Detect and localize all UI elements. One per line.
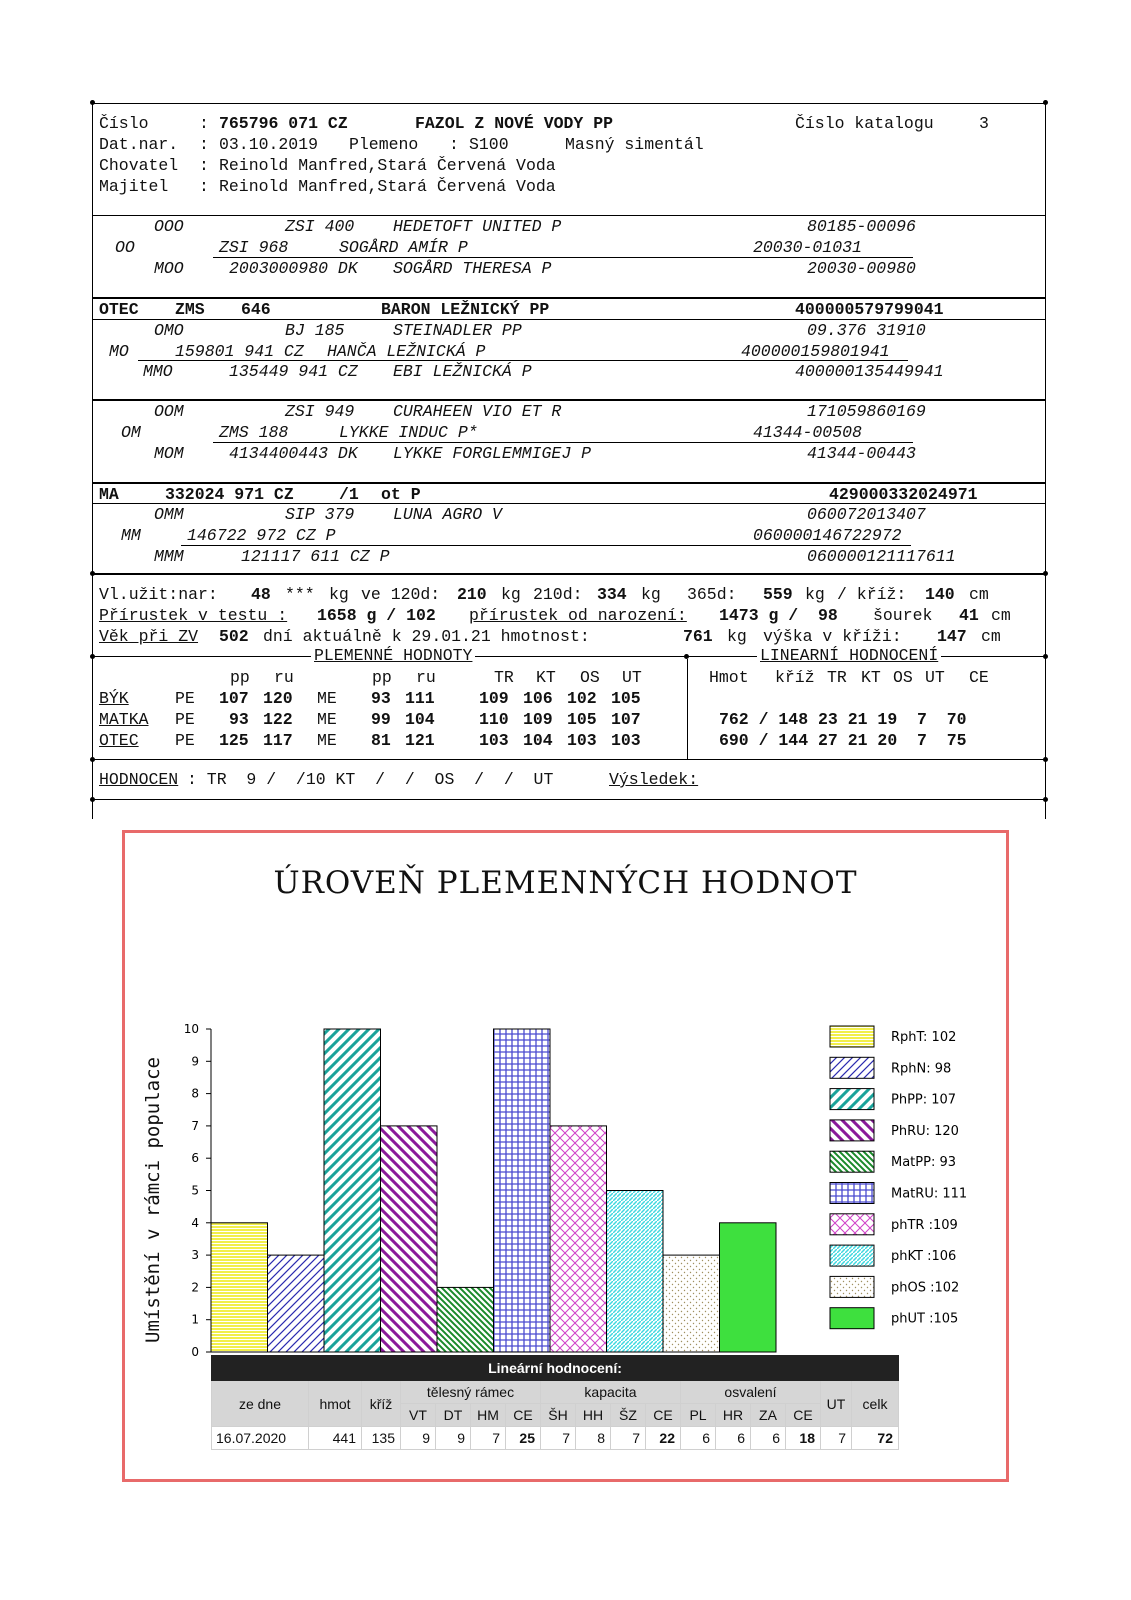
bar-phut [720,1223,777,1352]
chovatel-value: Reinold Manfred,Stará Červená Voda [219,156,556,175]
corner-dot [1043,797,1048,802]
lin-subcol: VT [401,1404,436,1427]
legend-swatch [830,1057,874,1078]
pedigree-om: OM ZMS 188 LYKKE INDUC P* 41344-00508 [121,423,862,442]
pedigree-omo: OMO BJ 185 STEINADLER PP 09.376 31910 [154,321,926,340]
lin-value: 9 [436,1427,471,1450]
lin-value: 22 [646,1427,681,1450]
col-kriz: kříž [362,1381,401,1427]
lin-subcol: HM [471,1404,506,1427]
lin-value: 7 [821,1427,852,1450]
pedigree-oom: OOM ZSI 949 CURAHEEN VIO ET R 171059860169 [154,402,926,421]
lin-subcol: HH [576,1404,611,1427]
animal-name: FAZOL Z NOVÉ VODY PP [415,114,614,133]
legend-swatch [830,1151,874,1172]
corner-dot [1043,571,1048,576]
header-line-2: Dat.nar. : 03.10.2019 Plemeno : S100 Masný simentál [99,135,704,154]
legend-swatch [830,1214,874,1235]
pedigree-otec: OTEC ZMS 646 BARON LEŽNICKÝ PP 400000579799041 [99,300,944,319]
animal-card [92,103,1046,819]
header-line-3: Chovatel : Reinold Manfred,Stará Červená Voda [99,156,556,175]
corner-dot [1043,100,1048,105]
legend-swatch [830,1120,874,1141]
pedigree-mm: MM 146722 972 CZ P 060000146722972 [121,526,902,545]
legend-label: MatRU: 111 [891,1186,968,1202]
corner-dot [90,797,95,802]
corner-dot [1043,654,1048,659]
y-tick-label: 8 [191,1086,199,1101]
lin-value: 72 [852,1427,899,1450]
legend-label: RphT: 102 [891,1030,957,1045]
breeding-value-chart-panel [122,830,1009,1482]
datnar-label: Dat.nar. [99,135,179,154]
y-tick-label: 5 [191,1183,199,1198]
col-ze-dne: ze dne [212,1381,309,1427]
lin-subcol: CE [506,1404,541,1427]
lin-subcol: ŠZ [611,1404,646,1427]
corner-dot [1043,757,1048,762]
legend-label: phOS :102 [891,1280,960,1296]
corner-dot [90,757,95,762]
divider [93,759,1045,760]
performance-line-3: Věk při ZV 502 dní aktuálně k 29.01.21 hmotnost: 761 kg výška v kříži: 147 cm [99,627,1001,646]
linear-title: LINEARNÍ HODNOCENÍ [757,647,941,665]
legend-label: phKT :106 [891,1249,957,1265]
pedigree-mom: MOM 4134400443 DK LYKKE FORGLEMMIGEJ P 41344-00443 [154,444,916,463]
lin-value: 7 [611,1427,646,1450]
hodnoceni-line: HODNOCEN : TR 9 / /10 KT / / OS / / UT Výsledek: [99,770,699,789]
bv-header: pp ru pp ru TR KT OS UT Hmot kříž TR KT OS UT CE [230,668,989,687]
divider [93,573,1045,575]
bar-phkt [607,1191,664,1353]
bv-row-matka: MATKA PE 93 122 ME 99 104 110 109 105 107 762 / 148 23 21 19 7 70 [99,710,967,729]
linear-table-title: Lineární hodnocení: [212,1356,899,1381]
y-tick-label: 10 [183,1022,199,1036]
chart-title: ÚROVEŇ PLEMENNÝCH HODNOT [273,865,858,901]
lin-value: 441 [309,1427,362,1450]
bar-rphn [268,1255,325,1352]
bar-phpp [324,1029,381,1352]
col-hmot: hmot [309,1381,362,1427]
legend-swatch [830,1245,874,1266]
lin-subcol: ŠH [541,1404,576,1427]
pedigree-oo: OO ZSI 968 SOGÅRD AMÍR P 20030-01031 [115,238,862,257]
datnar-value: 03.10.2019 [219,135,319,154]
katalog-value: 3 [979,114,989,133]
bv-row-otec: OTEC PE 125 117 ME 81 121 103 104 103 103 690 / 144 27 21 20 7 75 [99,731,967,750]
lin-subcol: ZA [751,1404,786,1427]
header-line-4: Majitel : Reinold Manfred,Stará Červená Voda [99,177,556,196]
majitel-value: Reinold Manfred,Stará Červená Voda [219,177,556,196]
bar-rpht [211,1223,268,1352]
pedigree-ma: MA 332024 971 CZ /1 ot P 429000332024971 [99,485,978,504]
pedigree-mmo: MMO 135449 941 CZ EBI LEŽNICKÁ P 400000135449941 [143,362,944,381]
lin-value: 8 [576,1427,611,1450]
lin-value: 18 [786,1427,821,1450]
lin-value: 135 [362,1427,401,1450]
y-tick-label: 3 [191,1248,199,1263]
bar-phtr [550,1126,607,1352]
performance-line-1: Vl.užit:nar: 48 *** kg ve 120d: 210 kg 210d: 334 kg 365d: 559 kg / kříž: 140 cm [99,585,989,604]
chart-ylabel: Umístění v rámci populace [142,1057,164,1343]
pedigree-mmm: MMM 121117 611 CZ P 060000121117611 [154,547,956,566]
lin-subcol: PL [681,1404,716,1427]
lin-value: 6 [751,1427,786,1450]
legend-label: phUT :105 [891,1311,959,1327]
lin-value: 16.07.2020 [212,1427,309,1450]
performance-line-2: Přírustek v testu : 1658 g / 102 přírustek od narození: 1473 g / 98 šourek 41 cm [99,606,1011,625]
col-ut: UT [821,1381,852,1427]
pedigree-omm: OMM SIP 379 LUNA AGRO V 060072013407 [154,505,926,524]
group-kapacita: kapacita [541,1381,681,1404]
katalog-label: Číslo katalogu [795,114,934,133]
border-top [93,103,1045,104]
border-bottom [93,799,1045,800]
corner-dot [90,100,95,105]
lin-subcol: CE [786,1404,821,1427]
linear-table [211,1355,899,1450]
legend-swatch [830,1308,874,1329]
col-celk: celk [852,1381,899,1427]
bar-matru [494,1029,551,1352]
plemeno-desc: Masný simentál [565,135,704,154]
lin-subcol: DT [436,1404,471,1427]
group-osvaleni: osvalení [681,1381,821,1404]
legend-label: PhRU: 120 [891,1123,959,1139]
corner-dot [90,571,95,576]
breeding-values-title: PLEMENNÉ HODNOTY [311,647,475,665]
plemeno-label: Plemeno [349,135,419,154]
lin-value: 7 [541,1427,576,1450]
lin-value: 6 [681,1427,716,1450]
group-telesny-ramec: tělesný rámec [401,1381,541,1404]
y-tick-label: 4 [191,1215,199,1230]
y-tick-label: 7 [191,1118,199,1133]
majitel-label: Majitel [99,177,169,196]
corner-dot [90,654,95,659]
lin-value: 7 [471,1427,506,1450]
legend-label: PhPP: 107 [891,1092,957,1108]
lin-subcol: CE [646,1404,681,1427]
lin-subcol: HR [716,1404,751,1427]
chovatel-label: Chovatel [99,156,179,175]
lin-value: 9 [401,1427,436,1450]
lin-value: 25 [506,1427,541,1450]
legend-label: RphN: 98 [891,1061,952,1077]
y-tick-label: 2 [191,1280,199,1295]
pedigree-ooo: OOO ZSI 400 HEDETOFT UNITED P 80185-00096 [154,217,916,236]
legend-label: MatPP: 93 [891,1155,957,1171]
cislo-label: Číslo [99,114,149,133]
y-tick-label: 1 [191,1312,199,1327]
y-tick-label: 0 [191,1345,199,1359]
legend-swatch [830,1089,874,1110]
pedigree-moo: MOO 2003000980 DK SOGÅRD THERESA P 20030-00980 [154,259,916,278]
bar-phos [663,1255,720,1352]
header-line-1: Číslo : 765796 071 CZ FAZOL Z NOVÉ VODY PP Číslo katalogu 3 [99,114,989,133]
bar-matpp [437,1287,494,1352]
legend-swatch [830,1276,874,1297]
y-tick-label: 6 [191,1151,199,1166]
legend-swatch [830,1183,874,1204]
plemeno-value: S100 [469,135,509,154]
cislo-value: 765796 071 CZ [219,114,348,133]
legend-swatch [830,1026,874,1047]
bv-row-byk: BÝK PE 107 120 ME 93 111 109 106 102 105 [99,689,641,708]
bar-phru [381,1126,438,1352]
lin-value: 6 [716,1427,751,1450]
y-tick-label: 9 [191,1054,199,1069]
pedigree-mo: MO 159801 941 CZ HANČA LEŽNICKÁ P 400000159801941 [109,342,890,361]
legend-label: phTR :109 [891,1217,958,1233]
